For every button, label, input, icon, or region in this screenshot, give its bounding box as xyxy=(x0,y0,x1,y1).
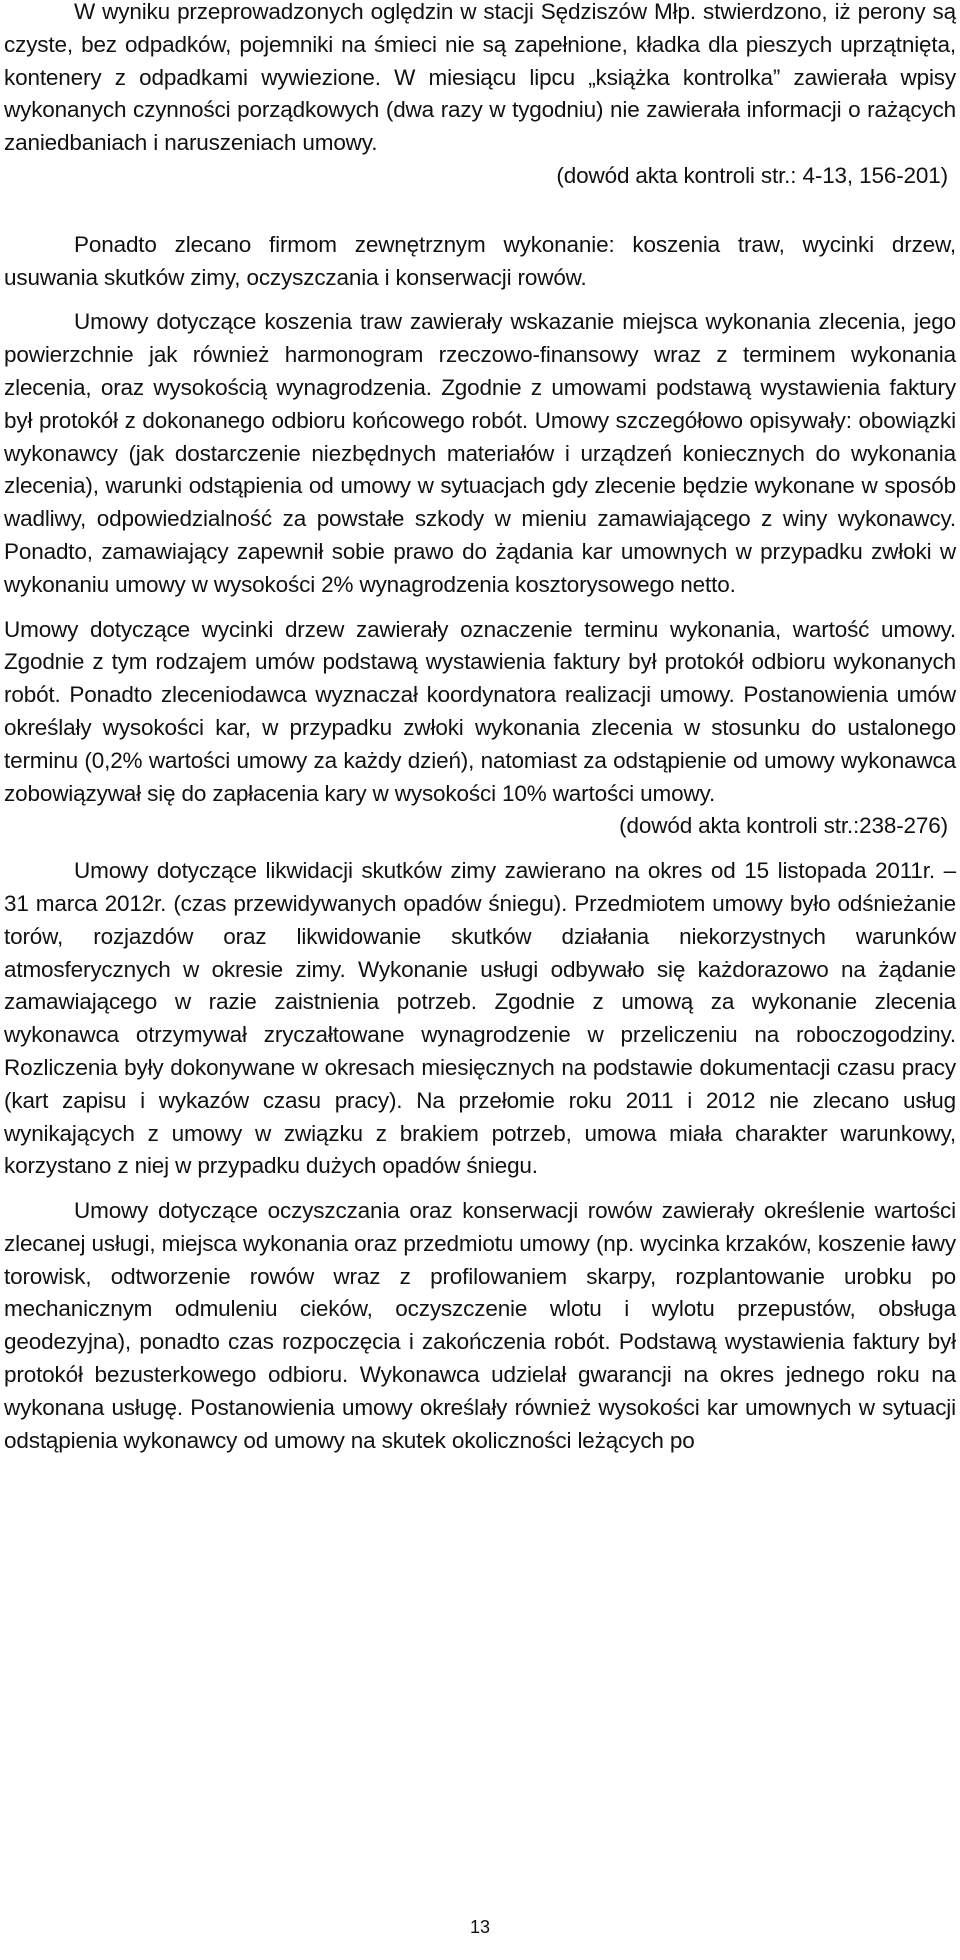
paragraph-tree-cutting-contracts: Umowy dotyczące wycinki drzew zawierały oznaczenie terminu wykonania, wartość umowy. Zgodnie z tym rodzajem umów podstawą wystawienia faktury był protokół odbioru wykonanych robót. Ponadto zleceniodawca wyznaczał koordynatora realizacji umowy. Postanowienia umów określały wysokości kar, w przypadku zwłoki wykonania zlecenia w stosunku do ustalonego terminu (0,2% wartości umowy za każdy dzień), natomiast za odstąpienie od umowy wykonawca zobowiązywał się do zapłacenia kary w wysokości 10% wartości umowy. xyxy=(4,616,956,806)
paragraph-inspection-results: W wyniku przeprowadzonych oględzin w stacji Sędziszów Młp. stwierdzono, iż perony są czyste, bez odpadków, pojemniki na śmieci nie są zapełnione, kładka dla pieszych uprzątnięta, kontenery z odpadkami wywiezione. W miesiącu lipcu „książka kontrolka” zawierała wpisy wykonanych czynności porządkowych (dwa razy w tygodniu) nie zawierała informacji o rażących zaniedbaniach i naruszeniach umowy. xyxy=(4,0,956,156)
paragraph-grass-mowing-contracts: Umowy dotyczące koszenia traw zawierały wskazanie miejsca wykonania zlecenia, jego powierzchnie jak również harmonogram rzeczowo-finansowy wraz z terminem wykonania zlecenia, oraz wysokością wynagrodzenia. Zgodnie z umowami podstawą wystawienia faktury był protokół z dokonanego odbioru końcowego robót. Umowy szczegółowo opisywały: obowiązki wykonawcy (jak dostarczenie niezbędnych materiałów i urządzeń koniecznych do wykonania zlecenia), warunki odstąpienia od umowy w sytuacjach gdy zlecenie będzie wykonane w sposób wadliwy, odpowiedzialność za powstałe szkody w mieniu zamawiającego z winy wykonawcy. Ponadto, zamawiający zapewnił sobie prawo do żądania kar umownych w przypadku zwłoki w wykonaniu umowy w wysokości 2% wynagrodzenia kosztorysowego netto. xyxy=(4,309,956,597)
evidence-citation-2: (dowód akta kontroli str.:238-276) xyxy=(619,813,948,839)
paragraph-ditch-maintenance-contracts: Umowy dotyczące oczyszczania oraz konserwacji rowów zawierały określenie wartości zlecanej usługi, miejsca wykonania oraz przedmiotu umowy (np. wycinka krzaków, koszenie ławy torowisk, odtworzenie rowów wraz z profilowaniem skarpy, rozplantowanie urobku po mechanicznym odmuleniu cieków, oczyszczenie wlotu i wylotu przepustów, obsługa geodezyjna), ponadto czas rozpoczęcia i zakończenia robót. Podstawą wystawienia faktury był protokół bezusterkowego odbioru. Wykonawca udzielał gwarancji na okres jednego roku na wykonana usługę. Postanowienia umowy określały również wysokości kar umownych w sytuacji odstąpienia wykonawcy od umowy na skutek okoliczności leżących po xyxy=(4,1198,956,1453)
paragraph-external-contracts: Ponadto zlecano firmom zewnętrznym wykonanie: koszenia traw, wycinki drzew, usuwania skutków zimy, oczyszczania i konserwacji rowów. xyxy=(4,231,956,290)
page-number: 13 xyxy=(469,1917,491,1937)
paragraph-winter-contracts: Umowy dotyczące likwidacji skutków zimy zawierano na okres od 15 listopada 2011r. – 31 marca 2012r. (czas przewidywanych opadów śniegu). Przedmiotem umowy było odśnieżanie torów, rozjazdów oraz likwidowanie skutków działania niekorzystnych warunków atmosferycznych w okresie zimy. Wykonanie usługi odbywało się każdorazowo na żądanie zamawiającego w razie zaistnienia potrzeb. Zgodnie z umową za wykonanie zlecenia wykonawca otrzymywał zryczałtowane wynagrodzenie w przeliczeniu na roboczogodziny. Rozliczenia były dokonywane w okresach miesięcznych na podstawie dokumentacji czasu pracy (kart zapisu i wykazów czasu pracy). Na przełomie roku 2011 i 2012 nie zlecano usług wynikających z umowy w związku z brakiem potrzeb, umowa miała charakter warunkowy, korzystano z niej w przypadku dużych opadów śniegu. xyxy=(4,858,956,1179)
evidence-citation-1: (dowód akta kontroli str.: 4-13, 156-201) xyxy=(556,162,948,188)
